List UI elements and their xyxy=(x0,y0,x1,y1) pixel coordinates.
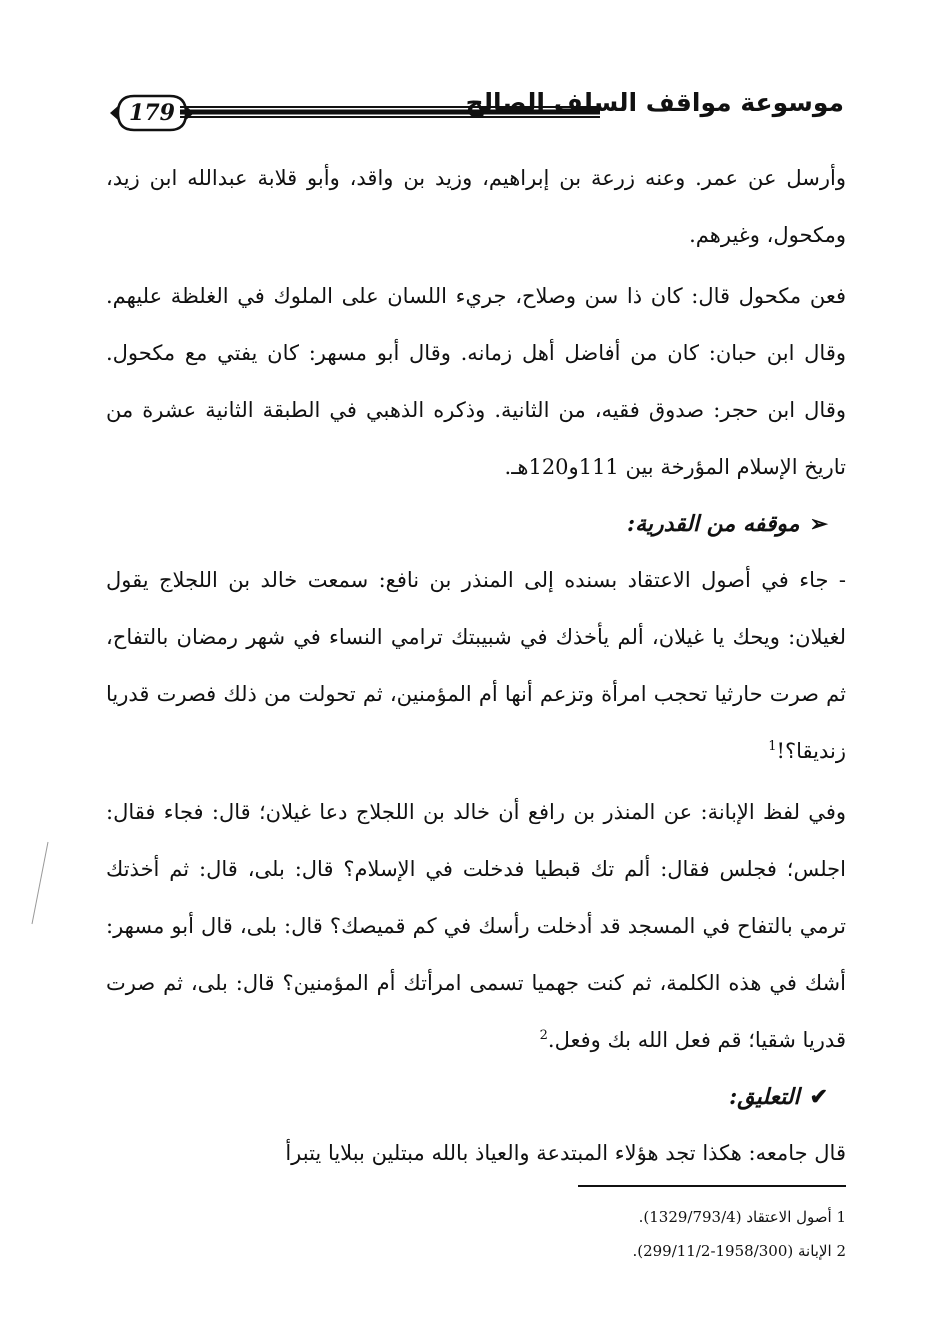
paragraph-commentary: قال جامعه: هكذا تجد هؤلاء المبتدعة والعياذ بالله مبتلين ببلايا يتبرأ xyxy=(285,1141,846,1165)
footnote-ref-2: 2 xyxy=(539,1028,548,1043)
section-heading-qadariyya xyxy=(106,496,846,552)
footnotes xyxy=(500,1200,846,1268)
section-heading-text: التعليق: xyxy=(729,1084,800,1110)
page-number: 179 xyxy=(129,100,175,126)
paragraph-narration-1 xyxy=(106,552,846,780)
checkmark-icon: ✔ xyxy=(809,1084,828,1110)
page-header xyxy=(0,0,936,150)
footnote-separator xyxy=(578,1185,846,1187)
paragraph-intro: وأرسل عن عمر. وعنه زرعة بن إبراهيم، وزيد بن واقد، وأبو قلابة عبدالله ابن زيد، ومكحول، وغيرهم. xyxy=(106,166,846,247)
paragraph-makhul: فعن مكحول قال: كان ذا سن وصلاح، جريء اللسان على الملوك في الغلظة عليهم. وقال ابن حبان: كان من أفاضل أهل زمانه. وقال أبو مسهر: كان يفتي مع مكحول. وقال ابن حجر: صدوق فقيه، من الثانية. وذكره الذهبي في الطبقة الثانية عشرة من تاريخ الإسلام المؤرخة بين 111و120هـ. xyxy=(106,284,846,479)
section-heading-commentary xyxy=(106,1069,846,1125)
margin-mark xyxy=(26,838,56,928)
arrow-bullet-icon: ➢ xyxy=(809,511,828,537)
paragraph-text: وفي لفظ الإبانة: عن المنذر بن رافع أن خالد بن اللجلاج دعا غيلان؛ قال: فجاء فقال: اجلس؛ فجلس فقال: ألم تك قبطيا فدخلت في الإسلام؟ قال: بلى، قال: ثم أخذتك ترمي بالتفاح في المسجد قد أدخلت رأسك في كم قميصك؟ قال: بلى، قال أبو مسهر: أشك في هذه الكلمة، ثم كنت جهميا تسمى امرأتك أم المؤمنين؟ قال: بلى، ثم صرت قدريا شقيا؛ قم فعل الله بك وفعل. xyxy=(106,800,846,1052)
series-title: موسوعة مواقف السلف الصالح xyxy=(465,88,844,117)
page-body xyxy=(106,150,846,1182)
section-heading-text: موقفه من القدرية: xyxy=(626,511,800,537)
paragraph-text: - جاء في أصول الاعتقاد بسنده إلى المنذر بن نافع: سمعت خالد بن اللجلاج يقول لغيلان: ويحك يا غيلان، ألم يأخذك في شبيبتك ترامي النساء في شهر رمضان بالتفاح، ثم صرت حارثيا تحجب امرأة وتزعم أنها أم المؤمنين، ثم تحولت من ذلك فصرت قدريا زنديقا؟! xyxy=(106,568,846,763)
footnote-ref-1: 1 xyxy=(768,739,777,754)
footnote-1: 1 أصول الاعتقاد (1329/793/4). xyxy=(638,1208,846,1226)
paragraph-narration-2 xyxy=(106,784,846,1069)
footnote-2: 2 الإبانة (1958/300-299/11/2). xyxy=(632,1242,846,1260)
